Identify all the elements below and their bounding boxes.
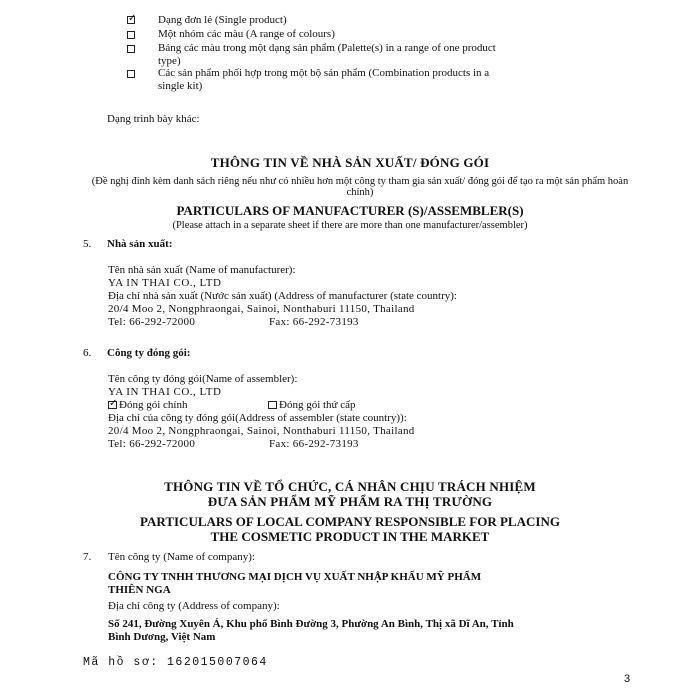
checkbox-secondary-assembly[interactable]: [268, 401, 277, 409]
manufacturer-name: YA IN THAI CO., LTD: [108, 277, 222, 289]
secondary-assembly-label: Đóng gói thứ cấp: [279, 399, 356, 411]
checkbox-range-of-colours[interactable]: [127, 31, 135, 39]
manufacturer-fax: Fax: 66-292-73193: [269, 316, 359, 328]
other-form-label: Dạng trình bày khác:: [107, 113, 200, 125]
assembler-address: 20/4 Moo 2, Nongphraongai, Sainoi, Nonthaburi 11150, Thailand: [108, 425, 415, 437]
manufacturer-name-label: Tên nhà sản xuất (Name of manufacturer):: [108, 264, 296, 276]
manufacturer-note-en: (Please attach in a separate sheet if there are more than one manufacturer/assembler): [172, 220, 528, 231]
option-label: Bảng các màu trong một dạng sản phẩm (Palette(s) in a range of one product: [158, 42, 496, 54]
local-title-en-1: PARTICULARS OF LOCAL COMPANY RESPONSIBLE FOR PLACING: [140, 514, 560, 529]
assembler-name: YA IN THAI CO., LTD: [108, 386, 222, 398]
manufacturer-title-vi: THÔNG TIN VỀ NHÀ SẢN XUẤT/ ĐÓNG GÓI: [210, 155, 490, 170]
local-title-vi-1: THÔNG TIN VỀ TỔ CHỨC, CÁ NHÂN CHỊU TRÁCH NHIỆM: [164, 479, 536, 494]
company-name-line2: THIÊN NGA: [108, 584, 171, 596]
company-address-line2: Bình Dương, Việt Nam: [108, 631, 216, 643]
item7-number: 7.: [83, 551, 92, 563]
company-name-label: Tên công ty (Name of company):: [108, 551, 255, 563]
company-address-label: Địa chỉ công ty (Address of company):: [108, 600, 280, 612]
primary-assembly-label: Đóng gói chính: [119, 399, 188, 411]
checkbox-palette[interactable]: [127, 45, 135, 53]
manufacturer-address: 20/4 Moo 2, Nongphraongai, Sainoi, Nonthaburi 11150, Thailand: [108, 303, 415, 315]
local-title-en-2: THE COSMETIC PRODUCT IN THE MARKET: [210, 529, 490, 544]
checkbox-primary-assembly[interactable]: [108, 401, 117, 409]
option-label: Một nhóm các màu (A range of colours): [158, 28, 335, 40]
item6-heading: Công ty đóng gói:: [107, 347, 191, 359]
company-name-line1: CÔNG TY TNHH THƯƠNG MẠI DỊCH VỤ XUẤT NHẬP KHẨU MỸ PHẨM: [108, 571, 482, 583]
assembler-name-label: Tên công ty đóng gói(Name of assembler):: [108, 373, 298, 385]
page-number: 3: [624, 673, 631, 685]
option-label: Các sản phẩm phối hợp trong một bộ sản phẩm (Combination products in a: [158, 67, 490, 79]
item5-number: 5.: [83, 238, 92, 250]
assembler-type-row-secondary: [268, 399, 356, 411]
assembler-type-row: [108, 399, 187, 411]
manufacturer-address-label: Địa chỉ nhà sản xuất (Nước sản xuất) (Address of manufacturer (state country):: [108, 290, 457, 302]
option-label-cont: type): [158, 55, 181, 67]
local-title-vi-2: ĐƯA SẢN PHẨM MỸ PHẨM RA THỊ TRƯỜNG: [207, 494, 493, 509]
manufacturer-title-en: PARTICULARS OF MANUFACTURER (S)/ASSEMBLER(S): [176, 203, 524, 218]
manufacturer-tel: Tel: 66-292-72000: [108, 316, 196, 328]
company-address-line1: Số 241, Đường Xuyên Á, Khu phố Bình Đường 3, Phường An Bình, Thị xã Dĩ An, Tỉnh: [108, 618, 514, 630]
option-label: Dạng đơn lẻ (Single product): [158, 14, 287, 26]
option-label-cont: single kit): [158, 80, 203, 92]
item6-number: 6.: [83, 347, 92, 359]
item5-heading: Nhà sản xuất:: [107, 238, 173, 250]
checkbox-single-product[interactable]: [127, 16, 135, 24]
assembler-address-label: Địa chỉ của công ty đóng gói(Address of assembler (state country)):: [108, 412, 407, 424]
file-code: Mã hồ sơ: 162015007064: [83, 656, 268, 669]
assembler-fax: Fax: 66-292-73193: [269, 438, 359, 450]
manufacturer-note-vi: (Đề nghị đính kèm danh sách riêng nếu như có nhiều hơn một công ty tham gia sản xuất/ đóng gói để tạo ra một sản phẩm hoàn chỉnh): [91, 176, 629, 198]
assembler-tel: Tel: 66-292-72000: [108, 438, 196, 450]
checkbox-combination-kit[interactable]: [127, 70, 135, 78]
